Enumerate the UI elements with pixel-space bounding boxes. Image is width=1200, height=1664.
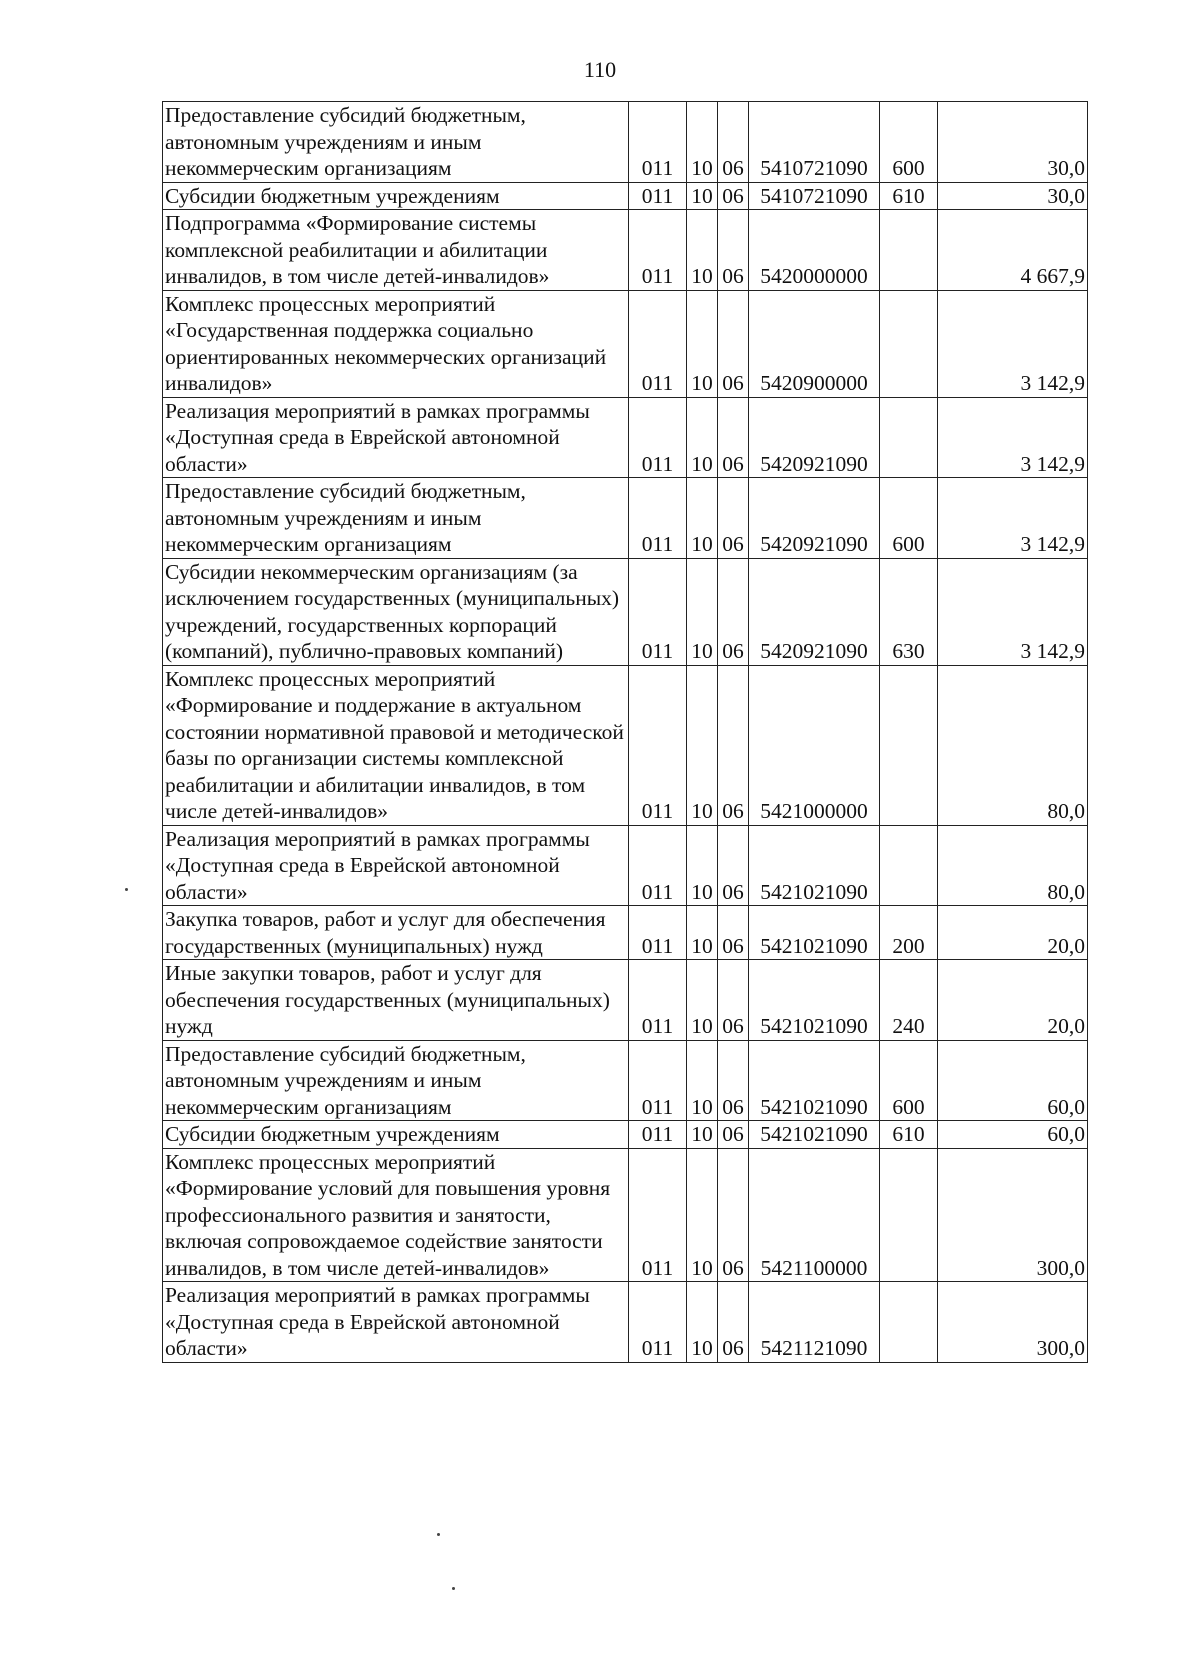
- amount: 3 142,9: [938, 290, 1088, 397]
- target-article: 5420921090: [749, 478, 880, 559]
- section-code: 10: [687, 825, 718, 906]
- expense-type: [880, 397, 938, 478]
- ministry-code: 011: [629, 1040, 687, 1121]
- target-article: 5410721090: [749, 102, 880, 183]
- target-article: 5421021090: [749, 1040, 880, 1121]
- table-row: [163, 290, 1088, 397]
- subsection-code: 06: [718, 478, 749, 559]
- expense-type: 630: [880, 558, 938, 665]
- expense-type: [880, 665, 938, 825]
- target-article: 5420921090: [749, 397, 880, 478]
- target-article: 5420000000: [749, 210, 880, 291]
- table-row: [163, 558, 1088, 665]
- row-name: Предоставление субсидий бюджетным, автономным учреждениям и иным некоммерческим организациям: [163, 1040, 629, 1121]
- budget-table: [162, 101, 1088, 1363]
- subsection-code: 06: [718, 825, 749, 906]
- subsection-code: 06: [718, 182, 749, 210]
- subsection-code: 06: [718, 397, 749, 478]
- row-name: Реализация мероприятий в рамках программы «Доступная среда в Еврейской автономной области»: [163, 825, 629, 906]
- expense-type: 610: [880, 1121, 938, 1149]
- expense-type: [880, 825, 938, 906]
- subsection-code: 06: [718, 210, 749, 291]
- scan-speck: [452, 1587, 455, 1590]
- section-code: 10: [687, 397, 718, 478]
- section-code: 10: [687, 1282, 718, 1363]
- amount: 300,0: [938, 1282, 1088, 1363]
- section-code: 10: [687, 558, 718, 665]
- table-row: [163, 960, 1088, 1041]
- ministry-code: 011: [629, 1282, 687, 1363]
- table-row: [163, 665, 1088, 825]
- table-row: [163, 1121, 1088, 1149]
- subsection-code: 06: [718, 665, 749, 825]
- amount: 60,0: [938, 1040, 1088, 1121]
- amount: 20,0: [938, 906, 1088, 960]
- section-code: 10: [687, 665, 718, 825]
- expense-type: [880, 290, 938, 397]
- amount: 300,0: [938, 1148, 1088, 1282]
- target-article: 5421021090: [749, 960, 880, 1041]
- table-row: [163, 906, 1088, 960]
- ministry-code: 011: [629, 558, 687, 665]
- target-article: 5421100000: [749, 1148, 880, 1282]
- row-name: Закупка товаров, работ и услуг для обеспечения государственных (муниципальных) нужд: [163, 906, 629, 960]
- row-name: Субсидии бюджетным учреждениям: [163, 182, 629, 210]
- amount: 80,0: [938, 825, 1088, 906]
- expense-type: 600: [880, 102, 938, 183]
- section-code: 10: [687, 960, 718, 1041]
- section-code: 10: [687, 102, 718, 183]
- expense-type: 610: [880, 182, 938, 210]
- subsection-code: 06: [718, 1282, 749, 1363]
- expense-type: 200: [880, 906, 938, 960]
- ministry-code: 011: [629, 210, 687, 291]
- row-name: Предоставление субсидий бюджетным, автономным учреждениям и иным некоммерческим организациям: [163, 478, 629, 559]
- expense-type: 600: [880, 1040, 938, 1121]
- table-row: [163, 478, 1088, 559]
- budget-table-body: [163, 102, 1088, 1363]
- row-name: Субсидии бюджетным учреждениям: [163, 1121, 629, 1149]
- amount: 30,0: [938, 182, 1088, 210]
- ministry-code: 011: [629, 290, 687, 397]
- table-row: [163, 825, 1088, 906]
- ministry-code: 011: [629, 960, 687, 1041]
- amount: 3 142,9: [938, 478, 1088, 559]
- subsection-code: 06: [718, 558, 749, 665]
- target-article: 5420921090: [749, 558, 880, 665]
- expense-type: [880, 210, 938, 291]
- ministry-code: 011: [629, 1121, 687, 1149]
- amount: 20,0: [938, 960, 1088, 1041]
- ministry-code: 011: [629, 182, 687, 210]
- row-name: Предоставление субсидий бюджетным, автономным учреждениям и иным некоммерческим организациям: [163, 102, 629, 183]
- table-row: [163, 102, 1088, 183]
- amount: 4 667,9: [938, 210, 1088, 291]
- row-name: Реализация мероприятий в рамках программы «Доступная среда в Еврейской автономной области»: [163, 397, 629, 478]
- row-name: Иные закупки товаров, работ и услуг для обеспечения государственных (муниципальных) нужд: [163, 960, 629, 1041]
- expense-type: [880, 1282, 938, 1363]
- section-code: 10: [687, 290, 718, 397]
- page-number: 110: [583, 57, 617, 82]
- amount: 80,0: [938, 665, 1088, 825]
- row-name: Реализация мероприятий в рамках программы «Доступная среда в Еврейской автономной области»: [163, 1282, 629, 1363]
- subsection-code: 06: [718, 1148, 749, 1282]
- table-row: [163, 1040, 1088, 1121]
- section-code: 10: [687, 478, 718, 559]
- target-article: 5421121090: [749, 1282, 880, 1363]
- row-name: Подпрограмма «Формирование системы комплексной реабилитации и абилитации инвалидов, в том числе детей-инвалидов»: [163, 210, 629, 291]
- ministry-code: 011: [629, 102, 687, 183]
- amount: 3 142,9: [938, 397, 1088, 478]
- section-code: 10: [687, 1121, 718, 1149]
- scan-speck: [125, 888, 128, 891]
- subsection-code: 06: [718, 960, 749, 1041]
- expense-type: [880, 1148, 938, 1282]
- table-row: [163, 1148, 1088, 1282]
- subsection-code: 06: [718, 1121, 749, 1149]
- subsection-code: 06: [718, 906, 749, 960]
- ministry-code: 011: [629, 397, 687, 478]
- target-article: 5421021090: [749, 825, 880, 906]
- expense-type: 600: [880, 478, 938, 559]
- table-row: [163, 397, 1088, 478]
- section-code: 10: [687, 1148, 718, 1282]
- amount: 30,0: [938, 102, 1088, 183]
- section-code: 10: [687, 906, 718, 960]
- target-article: 5421000000: [749, 665, 880, 825]
- target-article: 5421021090: [749, 906, 880, 960]
- section-code: 10: [687, 210, 718, 291]
- table-row: [163, 1282, 1088, 1363]
- ministry-code: 011: [629, 825, 687, 906]
- table-row: [163, 182, 1088, 210]
- target-article: 5421021090: [749, 1121, 880, 1149]
- ministry-code: 011: [629, 1148, 687, 1282]
- ministry-code: 011: [629, 906, 687, 960]
- subsection-code: 06: [718, 102, 749, 183]
- ministry-code: 011: [629, 478, 687, 559]
- expense-type: 240: [880, 960, 938, 1041]
- subsection-code: 06: [718, 290, 749, 397]
- row-name: Субсидии некоммерческим организациям (за исключением государственных (муниципальных) учреждений, государственных корпораций (компаний), публично-правовых компаний): [163, 558, 629, 665]
- amount: 60,0: [938, 1121, 1088, 1149]
- section-code: 10: [687, 1040, 718, 1121]
- target-article: 5420900000: [749, 290, 880, 397]
- table-row: [163, 210, 1088, 291]
- section-code: 10: [687, 182, 718, 210]
- row-name: Комплекс процессных мероприятий «Формирование условий для повышения уровня профессионального развития и занятости, включая сопровождаемое содействие занятости инвалидов, в том числе детей-инвалидов»: [163, 1148, 629, 1282]
- row-name: Комплекс процессных мероприятий «Формирование и поддержание в актуальном состоянии нормативной правовой и методической базы по организации системы комплексной реабилитации и абилитации инвалидов, в том числе детей-инвалидов»: [163, 665, 629, 825]
- scan-speck: [437, 1533, 440, 1536]
- amount: 3 142,9: [938, 558, 1088, 665]
- target-article: 5410721090: [749, 182, 880, 210]
- subsection-code: 06: [718, 1040, 749, 1121]
- row-name: Комплекс процессных мероприятий «Государственная поддержка социально ориентированных некоммерческих организаций инвалидов»: [163, 290, 629, 397]
- ministry-code: 011: [629, 665, 687, 825]
